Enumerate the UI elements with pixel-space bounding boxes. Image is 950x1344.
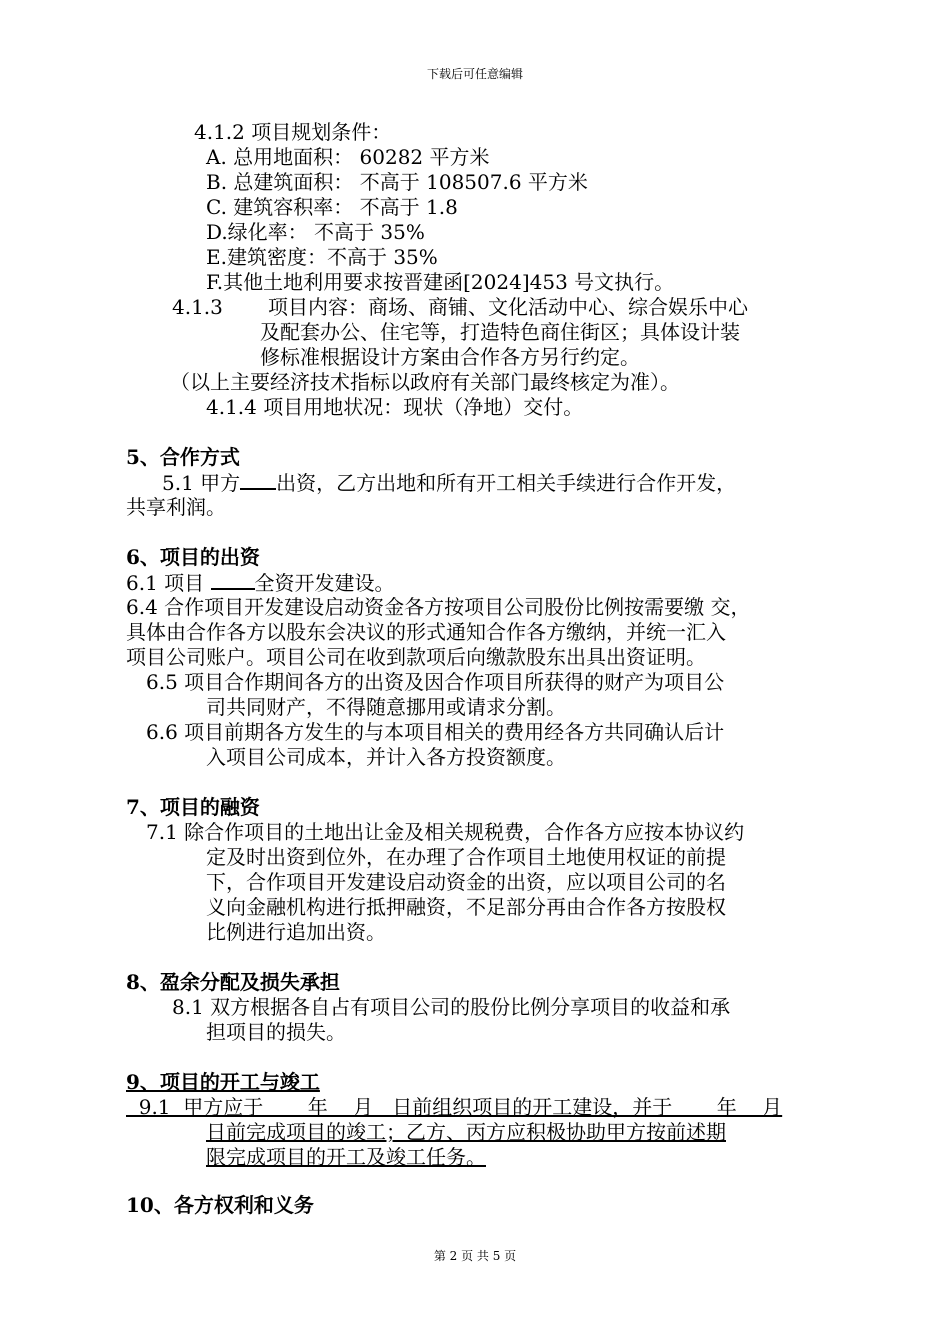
clause-5-1-rest: 出资，乙方出地和所有开工相关手续进行合作开发， — [276, 471, 737, 495]
section-7-heading: 7、项目的融资 — [126, 795, 260, 819]
clause-6-4-line: 具体由合作各方以股东会决议的形式通知合作各方缴纳，并统一汇入 — [126, 620, 726, 644]
clause-4-1-2-title: 4.1.2 项目规划条件： — [194, 120, 392, 144]
clause-6-1-start: 6.1 项目 — [126, 571, 211, 595]
clause-4-1-3-line: 及配套办公、住宅等，打造特色商住街区；具体设计装 — [260, 320, 740, 344]
clause-4-1-4: 4.1.4 项目用地状况：现状（净地）交付。 — [206, 395, 584, 419]
clause-6-6-line: 入项目公司成本，并计入各方投资额度。 — [206, 745, 566, 769]
clause-5-1-start: 5.1 甲方 — [162, 471, 241, 495]
page-header: 下载后可任意编辑 — [426, 67, 523, 81]
condition-c: C. 建筑容积率： 不高于 1.8 — [206, 195, 458, 219]
clause-8-1-line: 担项目的损失。 — [206, 1020, 346, 1044]
clause-5-1 — [162, 470, 736, 496]
section-8-heading: 8、盈余分配及损失承担 — [126, 970, 340, 994]
condition-a: A. 总用地面积： 60282 平方米 — [206, 145, 490, 169]
section-9-heading: 9、项目的开工与竣工 — [126, 1070, 320, 1094]
blank-field — [240, 470, 276, 490]
clause-6-4-line: 6.4 合作项目开发建设启动资金各方按项目公司股份比例按需要缴 交， — [126, 595, 751, 619]
condition-e: E.建筑密度：不高于 35% — [206, 245, 438, 269]
clause-9-1-line: 9.1 甲方应于 年 月 日前组织项目的开工建设，并于 年 月 — [126, 1095, 783, 1119]
clause-6-1 — [126, 570, 395, 596]
clause-6-6-line: 6.6 项目前期各方发生的与本项目相关的费用经各方共同确认后计 — [146, 720, 725, 744]
clause-6-5-line: 6.5 项目合作期间各方的出资及因合作项目所获得的财产为项目公 — [146, 670, 725, 694]
clause-7-1-line: 定及时出资到位外，在办理了合作项目土地使用权证的前提 — [206, 845, 726, 869]
clause-6-1-rest: 全资开发建设。 — [254, 571, 395, 595]
blank-field — [211, 570, 255, 590]
clause-4-1-3-line: 项目内容：商场、商铺、文化活动中心、综合娱乐中心 — [268, 295, 748, 319]
clause-6-4-line: 项目公司账户。项目公司在收到款项后向缴款股东出具出资证明。 — [126, 645, 706, 669]
clause-5-1-cont: 共享利润。 — [126, 495, 226, 519]
clause-9-1-line: 限完成项目的开工及竣工任务。 — [206, 1145, 486, 1169]
condition-d: D.绿化率： 不高于 35% — [206, 220, 425, 244]
section-6-heading: 6、项目的出资 — [126, 545, 260, 569]
page-footer: 第 2 页 共 5 页 — [433, 1249, 517, 1263]
clause-4-1-3-number: 4.1.3 — [172, 295, 223, 319]
clause-7-1-line: 比例进行追加出资。 — [206, 920, 386, 944]
clause-9-1-line: 日前完成项目的竣工；乙方、丙方应积极协助甲方按前述期 — [206, 1120, 726, 1144]
clause-7-1-line: 7.1 除合作项目的土地出让金及相关规税费，合作各方应按本协议约 — [146, 820, 745, 844]
section-5-heading: 5、合作方式 — [126, 445, 240, 469]
clause-7-1-line: 下，合作项目开发建设启动资金的出资，应以项目公司的名 — [206, 870, 726, 894]
clause-6-5-line: 司共同财产，不得随意挪用或请求分割。 — [206, 695, 566, 719]
section-10-heading: 10、各方权利和义务 — [126, 1193, 314, 1217]
clause-4-1-3-line: 修标准根据设计方案由合作各方另行约定。 — [260, 345, 640, 369]
indicators-note: （以上主要经济技术指标以政府有关部门最终核定为准）。 — [170, 370, 680, 394]
condition-f: F.其他土地利用要求按晋建函[2024]453 号文执行。 — [206, 270, 675, 294]
condition-b: B. 总建筑面积： 不高于 108507.6 平方米 — [206, 170, 588, 194]
clause-7-1-line: 义向金融机构进行抵押融资，不足部分再由合作各方按股权 — [206, 895, 726, 919]
clause-8-1-line: 8.1 双方根据各自占有项目公司的股份比例分享项目的收益和承 — [172, 995, 731, 1019]
